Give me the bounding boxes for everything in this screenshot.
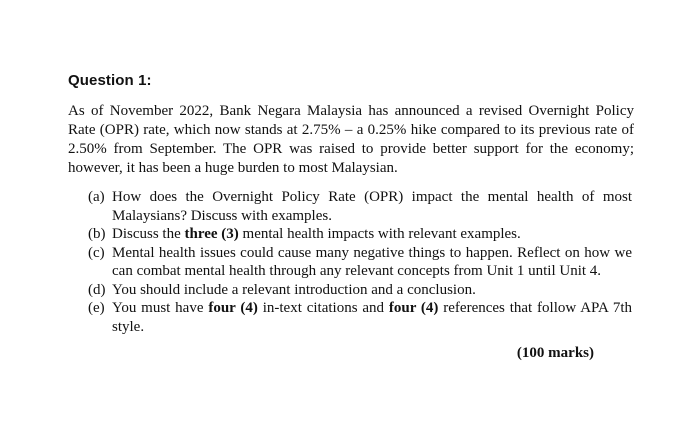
part-c-marker: (c) (88, 244, 105, 261)
part-c-text: Mental health issues could cause many negative things to happen. Reflect on how we can combat mental health through any relevant concepts from Unit 1 until Unit 4. (112, 244, 632, 279)
question-part-d (88, 281, 632, 300)
part-a-text: How does the Overnight Policy Rate (OPR) impact the mental health of most Malaysians? Discuss with examples. (112, 189, 632, 224)
part-e-marker: (e) (88, 300, 105, 316)
question-part-a (88, 188, 632, 225)
part-e-text-1: You must have (112, 300, 209, 316)
question-part-e (88, 299, 632, 336)
part-a-marker: (a) (88, 189, 105, 205)
total-marks: (100 marks) (516, 345, 594, 361)
question-heading: Question 1: (68, 72, 152, 89)
part-e-bold-1: four (4) (208, 300, 258, 316)
part-b-marker: (b) (88, 226, 106, 242)
part-e-bold-2: four (4) (388, 300, 439, 316)
part-b-body (112, 225, 632, 244)
part-e-text-3: references that follow APA 7th style. (112, 300, 633, 335)
question-intro: As of November 2022, Bank Negara Malaysia has announced a revised Overnight Policy Rate (OPR) rate, which now stands at 2.75% – a 0.25% hike compared to its previous rate of 2.50% from September. The OPR was raised to provide better support for the economy; however, it has been a huge burden to most Malaysian. (68, 103, 634, 176)
part-b-text-after: mental health impacts with relevant examples. (238, 226, 521, 242)
part-b-bold: three (3) (184, 226, 239, 242)
question-part-c (88, 244, 632, 281)
part-d-marker: (d) (88, 281, 106, 298)
part-e-text-2: in-text citations and (257, 300, 389, 316)
part-b-text-before: Discuss the (112, 226, 185, 242)
part-d-text: You should include a relevant introduction and a conclusion. (112, 281, 476, 298)
question-parts-list (88, 188, 632, 336)
question-part-b (88, 225, 632, 244)
part-e-body (112, 299, 632, 336)
